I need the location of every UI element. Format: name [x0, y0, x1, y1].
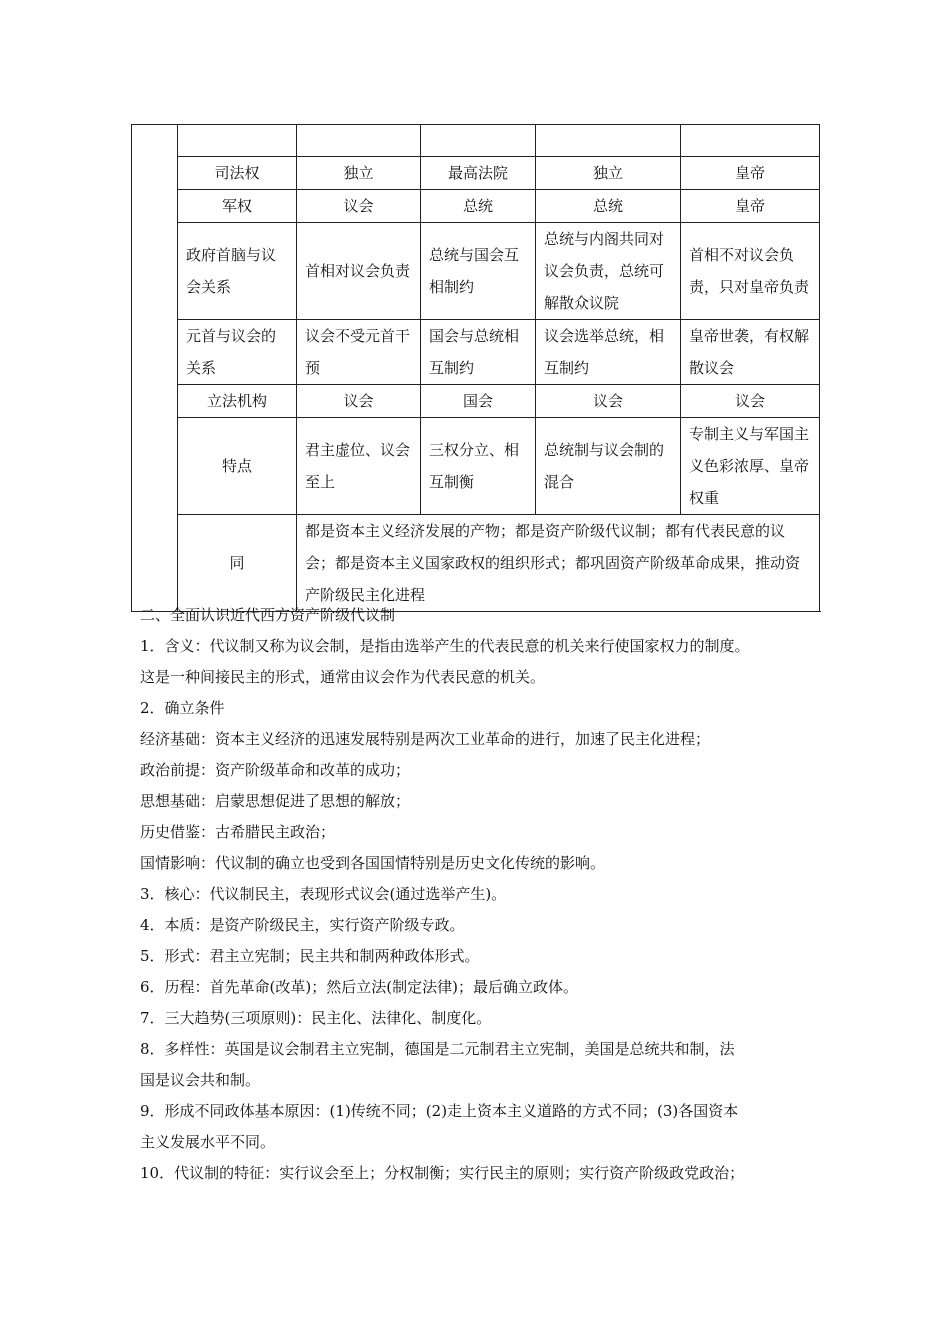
row-aspect: 元首与议会的关系 — [178, 320, 297, 385]
table-cell: 总统制与议会制的混合 — [536, 418, 681, 515]
paragraph-line: 7．三大趋势(三项原则)：民主化、法律化、制度化。 — [140, 1009, 492, 1027]
paragraph-line: 思想基础：启蒙思想促进了思想的解放； — [140, 792, 411, 810]
table-cell: 总统 — [536, 190, 681, 223]
table-cell: 议会 — [297, 190, 421, 223]
table-cell: 议会 — [536, 385, 681, 418]
paragraph-line: 经济基础：资本主义经济的迅速发展特别是两次工业革命的进行，加速了民主化进程； — [140, 730, 711, 748]
table-row — [132, 157, 820, 190]
paragraph-line: 8．多样性：英国是议会制君主立宪制，德国是二元制君主立宪制，美国是总统共和制，法 — [140, 1040, 735, 1058]
table-cell: 皇帝世袭，有权解散议会 — [681, 320, 820, 385]
paragraph-line: 政治前提：资产阶级革命和改革的成功； — [140, 761, 411, 779]
row-aspect: 立法机构 — [178, 385, 297, 418]
table-row — [132, 385, 820, 418]
paragraph-line: 4．本质：是资产阶级民主，实行资产阶级专政。 — [140, 916, 465, 934]
table-cell: 专制主义与军国主义色彩浓厚、皇帝权重 — [681, 418, 820, 515]
table-cell: 三权分立、相互制衡 — [421, 418, 536, 515]
table-cell: 总统与国会互相制约 — [421, 223, 536, 320]
table-group-cell — [132, 125, 178, 612]
table-cell: 议会 — [297, 385, 421, 418]
paragraph-line: 10．代议制的特征：实行议会至上；分权制衡；实行民主的原则；实行资产阶级政党政治； — [140, 1164, 745, 1182]
table-cell: 君主虚位、议会至上 — [297, 418, 421, 515]
table-cell: 国会与总统相互制约 — [421, 320, 536, 385]
same-text: 都是资本主义经济发展的产物；都是资产阶级代议制；都有代表民意的议会；都是资本主义国家政权的组织形式；都巩固资产阶级革命成果，推动资产阶级民主化进程 — [297, 515, 820, 612]
section-heading: 二、全面认识近代西方资产阶级代议制 — [140, 606, 396, 624]
paragraph-line: 1．含义：代议制又称为议会制，是指由选举产生的代表民意的机关来行使国家权力的制度。 — [140, 637, 750, 655]
table-cell: 独立 — [297, 157, 421, 190]
paragraph-line: 这是一种间接民主的形式，通常由议会作为代表民意的机关。 — [140, 668, 546, 686]
table-row — [132, 223, 820, 320]
table-cell: 皇帝 — [681, 157, 820, 190]
paragraph-line: 3．核心：代议制民主，表现形式议会(通过选举产生)。 — [140, 885, 507, 903]
table-cell: 国会 — [421, 385, 536, 418]
table-cell: 议会选举总统，相互制约 — [536, 320, 681, 385]
paragraph-line: 5．形式：君主立宪制；民主共和制两种政体形式。 — [140, 947, 480, 965]
table-cell: 议会不受元首干预 — [297, 320, 421, 385]
paragraph-line: 6．历程：首先革命(改革)；然后立法(制定法律)；最后确立政体。 — [140, 978, 578, 996]
paragraph-line: 主义发展水平不同。 — [140, 1133, 276, 1151]
table-cell: 首相不对议会负责，只对皇帝负责 — [681, 223, 820, 320]
paragraph-line: 2．确立条件 — [140, 699, 225, 717]
row-aspect: 司法权 — [178, 157, 297, 190]
paragraph-line: 历史借鉴：古希腊民主政治； — [140, 823, 336, 841]
table-row-same — [132, 515, 820, 612]
section-body — [140, 600, 820, 1189]
table-cell: 皇帝 — [681, 190, 820, 223]
paragraph-line: 国情影响：代议制的确立也受到各国国情特别是历史文化传统的影响。 — [140, 854, 606, 872]
table-cell: 议会 — [681, 385, 820, 418]
comparison-table — [131, 124, 820, 612]
table-cell: 独立 — [536, 157, 681, 190]
table-cell: 总统 — [421, 190, 536, 223]
table-row — [132, 418, 820, 515]
paragraph-line: 9．形成不同政体基本原因：(1)传统不同；(2)走上资本主义道路的方式不同；(3)各国资本 — [140, 1102, 739, 1120]
table-cell: 总统与内阁共同对议会负责，总统可解散众议院 — [536, 223, 681, 320]
row-aspect: 军权 — [178, 190, 297, 223]
table-row — [132, 320, 820, 385]
table-row-empty — [132, 125, 820, 157]
table-row — [132, 190, 820, 223]
paragraph-line: 国是议会共和制。 — [140, 1071, 261, 1089]
row-aspect: 政府首脑与议会关系 — [178, 223, 297, 320]
table-cell: 最高法院 — [421, 157, 536, 190]
table-cell: 首相对议会负责 — [297, 223, 421, 320]
same-label: 同 — [178, 515, 297, 612]
row-aspect: 特点 — [178, 418, 297, 515]
